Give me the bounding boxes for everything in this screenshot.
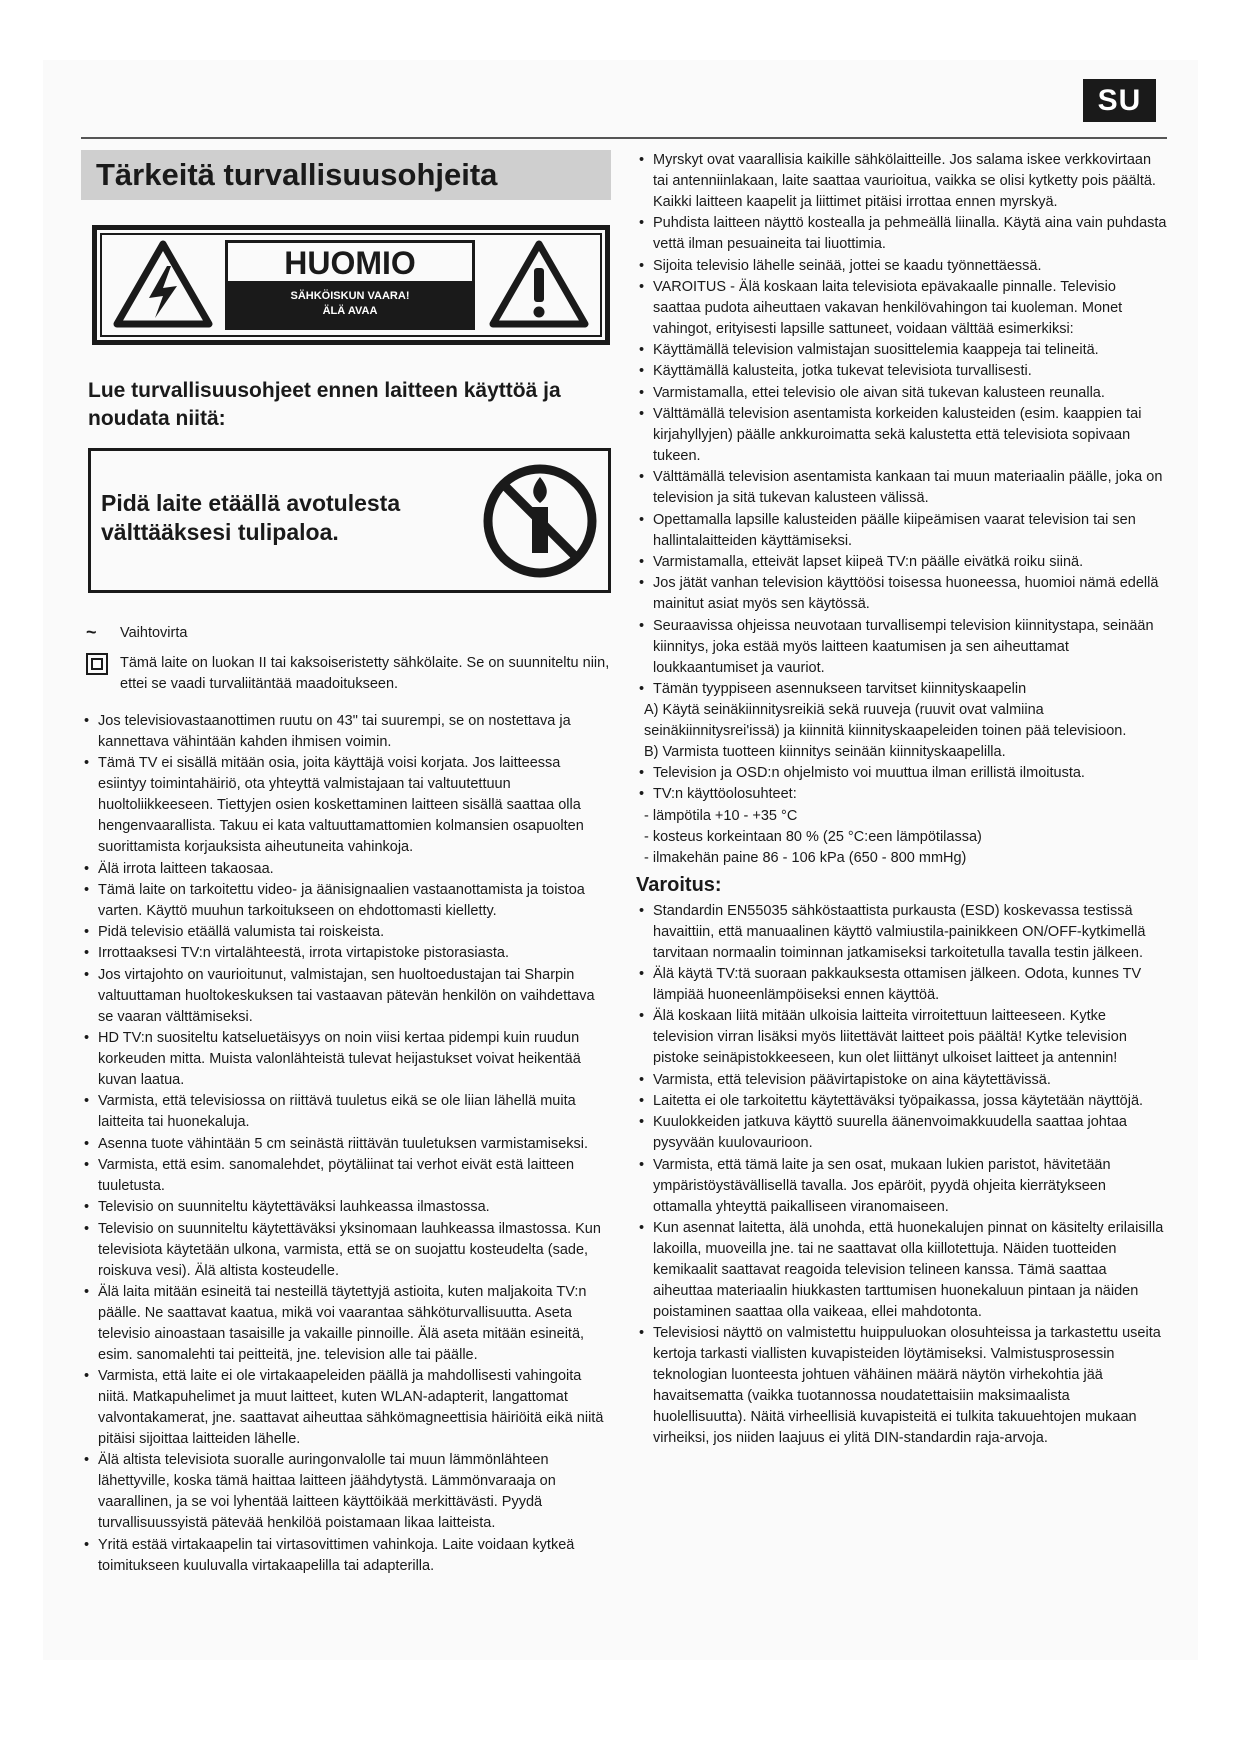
exclamation-warning-icon	[489, 240, 589, 328]
class2-text: Tämä laite on luokan II tai kaksoiseristetty sähkölaite. Se on suunniteltu niin, ettei se vaadi turvaliitäntää maadoitukseen.	[120, 655, 610, 692]
list-item: • VAROITUS - Älä koskaan laita televisiota epävakaalle pinnalle. Televisio saattaa pudota aiheuttaen vakavan henkilövahingon tai kuoleman. Monet vahingot, erityisesti lapsille sattuneet, voidaan välttää esimerkiksi:	[636, 277, 1167, 340]
no-open-flame-icon	[482, 463, 598, 579]
list-item: • Varmistamalla, ettei televisio ole aivan sitä tukevan kalusteen reunalla.	[636, 383, 1167, 404]
list-item: • Varmistamalla, etteivät lapset kiipeä TV:n päälle eivätkä roiku siinä.	[636, 552, 1167, 573]
list-item: • Jos televisiovastaanottimen ruutu on 43" tai suurempi, se on nostettava ja kannettava vähintään kahden ihmisen voimin.	[81, 711, 611, 753]
condition-item: - lämpötila +10 - +35 °C	[644, 807, 798, 824]
list-item: • Televisio on suunniteltu käytettäväksi yksinomaan lauhkeassa ilmastossa. Kun televisiota käytetään ulkona, varmista, että se on suojattu kosteudelta (sade, roiskuva vesi). Älä altista kosteudelle.	[81, 1219, 611, 1282]
ac-symbol-row	[81, 623, 611, 644]
class2-symbol-row	[81, 653, 611, 695]
left-safety-list	[81, 711, 611, 1577]
right-safety-list-2	[636, 763, 1167, 805]
alternating-current-icon: ~	[86, 622, 97, 642]
list-item: • Televisiosi näyttö on valmistettu huippuluokan olosuhteissa ja tarkastettu useita kertoja tarkasti viallisten kuvapisteiden löytämiseksi. Valmistusprosessin teknologian luonteesta johtuen vähäinen määrä näytön virhekohtia jää havaitsematta (vaikka tuotannossa noudatettaisiin maksimaalista huolellisuutta). Näitä virheellisiä kuvapisteitä ei tulkita takuuehtojen mukaan virheiksi, jos niiden laajuus ei ylitä DIN-standardin raja-arvoja.	[636, 1323, 1167, 1449]
list-item: • Älä altista televisiota suoralle auringonvalolle tai muun lämmönlähteen lähettyville, koska tämä haittaa laitteen jäähdytystä. Lämmönvaraaja on vaarallinen, ja se voi lyhentää laitteen käyttöikää merkittävästi. Pyydä turvallisuussyistä pätevää henkilöä poistamaan likaa laitteista.	[81, 1450, 611, 1534]
list-item: • Älä koskaan liitä mitään ulkoisia laitteita virroitettuun laitteeseen. Kytke television virran lisäksi myös liitettävät laitteet pois päältä! Kytke television pistoke seinäpistokkeeseen, kun olet liittänyt ulkoiset laitteet ja antennin!	[636, 1006, 1167, 1069]
warning-line-1: SÄHKÖISKUN VAARA!	[290, 290, 410, 302]
list-item: • Varmista, että televisiossa on riittävä tuuletus eikä se ole liian lähellä muita laitteita tai huonekaluja.	[81, 1091, 611, 1133]
list-item: • Irrottaaksesi TV:n virtalähteestä, irrota virtapistoke pistorasiasta.	[81, 943, 611, 964]
mount-step: B) Varmista tuotteen kiinnitys seinään kiinnityskaapelilla.	[644, 744, 1006, 761]
list-item: • Tämä laite on tarkoitettu video- ja äänisignaalien vastaanottamista ja toistoa varten. Käyttö muuhun tarkoitukseen on ehdottomasti kielletty.	[81, 880, 611, 922]
title-banner	[81, 150, 611, 200]
left-column	[81, 150, 611, 1577]
list-item: • Varmista, että esim. sanomalehdet, pöytäliinat tai verhot eivät estä laitteen tuuletusta.	[81, 1155, 611, 1197]
shock-warning-sign	[92, 225, 610, 345]
condition-item: - ilmakehän paine 86 - 106 kPa (650 - 800 mmHg)	[644, 849, 967, 866]
list-item: • Television ja OSD:n ohjelmisto voi muuttua ilman erillistä ilmoitusta.	[636, 763, 1167, 784]
condition-item: - kosteus korkeintaan 80 % (25 °C:een lämpötilassa)	[644, 828, 982, 845]
list-item: • Varmista, että laite ei ole virtakaapeleiden päällä ja mahdollisesti vahingoita niitä. Matkapuhelimet ja muut laitteet, kuten WLAN-adapterit, langattomat valvontakamerat, jne. saattavat aiheuttaa sähkömagneettisia häiriöitä eikä niitä pitäisi sijoittaa laitteiden lähelle.	[81, 1366, 611, 1450]
list-item: • Asenna tuote vähintään 5 cm seinästä riittävän tuuletuksen varmistamiseksi.	[81, 1134, 611, 1155]
double-insulation-icon	[86, 653, 108, 675]
warning-subtext	[228, 281, 472, 327]
list-item: • Yritä estää virtakaapelin tai virtasovittimen vahinkoja. Laite voidaan kytkeä toimitukseen kuuluvalla virtakaapelilla tai adapterilla.	[81, 1535, 611, 1577]
list-item: • Tämä TV ei sisällä mitään osia, joita käyttäjä voisi korjata. Jos laitteessa esiintyy toimintahäiriö, ota yhteyttä valmistajaan tai valtuutettuun huoltoliikkeeseen. Tiettyjen osien koskettaminen laitteen sisällä saattaa olla hengenvaarallista. Takuu ei kata valtuuttamattomien kolmansien osapuolten suorittamista korjauksista aiheutuneita vahinkoja.	[81, 753, 611, 858]
list-item: • Tämän tyyppiseen asennukseen tarvitset kiinnityskaapelin	[636, 679, 1167, 700]
list-item: • Televisio on suunniteltu käytettäväksi lauhkeassa ilmastossa.	[81, 1197, 611, 1218]
list-item: • Varmista, että television päävirtapistoke on aina käytettävissä.	[636, 1070, 1167, 1091]
right-column	[636, 150, 1167, 1449]
list-item: • Laitetta ei ole tarkoitettu käytettäväksi työpaikassa, jossa käytetään näyttöjä.	[636, 1091, 1167, 1112]
list-item: • Jos virtajohto on vaurioitunut, valmistajan, sen huoltoedustajan tai Sharpin valtuuttaman huoltokeskuksen tai vastaavan pätevän henkilön on vaihdettava se vaaran välttämiseksi.	[81, 965, 611, 1028]
list-item: • Seuraavissa ohjeissa neuvotaan turvallisempi television kiinnitystapa, seinään kiinnitys, joka estää myös laitteen kaatumisen ja sen aiheuttamat loukkaantumiset ja vauriot.	[636, 616, 1167, 679]
language-badge: SU	[1083, 79, 1156, 122]
list-item: • TV:n käyttöolosuhteet:	[636, 784, 1167, 805]
ac-label: Vaihtovirta	[120, 625, 188, 641]
caution-list	[636, 901, 1167, 1449]
list-item: • Sijoita televisio lähelle seinää, jottei se kaadu työnnettäessä.	[636, 256, 1167, 277]
list-item: • Älä laita mitään esineitä tai nesteillä täytettyjä astioita, kuten maljakoita TV:n päälle. Ne saattavat kaatua, mikä voi vaarantaa sähköturvallisuutta. Aseta televisio ainoastaan tasaisille ja vakaille pinnoille. Älä aseta mitään esineitä, esim. sanomalehti tai peitteitä, jne. television alle tai päälle.	[81, 1282, 611, 1366]
list-item: • Käyttämällä television valmistajan suosittelemia kaappeja tai telineitä.	[636, 340, 1167, 361]
list-item: • Kun asennat laitetta, älä unohda, että huonekalujen pinnat on käsitelty erilaisilla lakoilla, muoveilla jne. tai ne saattavat olla kiillotettuja. Näiden tuotteiden kemikaalit saattavat reagoida television telineen kanssa. Tämä saattaa aiheuttaa materiaalin hiukkasten tarttumisen huonekaluun pintaan ja näiden poistaminen saattaa olla vaikeaa, ellei mahdotonta.	[636, 1218, 1167, 1323]
list-item: • Välttämällä television asentamista kankaan tai muun materiaalin päälle, joka on television ja sitä tukevan kalusteen välissä.	[636, 467, 1167, 509]
list-item: • Standardin EN55035 sähköstaattista purkausta (ESD) koskevassa testissä havaittiin, että manuaalinen käyttö valmiustila-painikkeen ON/OFF-kytkimellä tarvitaan normaalin toiminnan jatkamiseksi tarkoitetulla tavalla testin jälkeen.	[636, 901, 1167, 964]
list-item: • Pidä televisio etäällä valumista tai roiskeista.	[81, 922, 611, 943]
warning-line-2: ÄLÄ AVAA	[322, 305, 378, 317]
operating-conditions-list	[636, 806, 1167, 869]
page-title: Tärkeitä turvallisuusohjeita	[96, 157, 498, 192]
list-item: • Älä irrota laitteen takaosaa.	[81, 859, 611, 880]
lightning-warning-icon	[113, 240, 213, 328]
list-item: • Jos jätät vanhan television käyttöösi toisessa huoneessa, huomioi nämä edellä mainitut asiat myös sen käytössä.	[636, 573, 1167, 615]
list-item: • Älä käytä TV:tä suoraan pakkauksesta ottamisen jälkeen. Odota, kunnes TV lämpiää huoneenlämpöiseksi ennen käyttöä.	[636, 964, 1167, 1006]
warning-label-block	[225, 240, 475, 330]
list-item: • Puhdista laitteen näyttö kostealla ja pehmeällä liinalla. Käytä aina vain puhdasta vettä ilman pesuaineita tai liuottimia.	[636, 213, 1167, 255]
header-rule	[81, 137, 1167, 139]
right-safety-list	[636, 150, 1167, 700]
mount-steps-list	[636, 700, 1167, 763]
list-item: • Myrskyt ovat vaarallisia kaikille sähkölaitteille. Jos salama iskee verkkovirtaan tai antenniinlakaan, laite saattaa vaurioitua, vaikka se olisi kytketty pois päältä. Kaikki laitteen kaapelit ja liittimet pitäisi irrottaa ennen myrskyä.	[636, 150, 1167, 213]
intro-heading: Lue turvallisuusohjeet ennen laitteen käyttöä ja noudata niitä:	[88, 379, 561, 430]
list-item: • Välttämällä television asentamista korkeiden kalusteiden (esim. kaappien tai kirjahyllyjen) päälle ankkuroimatta sekä kalustetta että televisiota sopivaan tukeen.	[636, 404, 1167, 467]
list-item: • Kuulokkeiden jatkuva käyttö suurella äänenvoimakkuudella saattaa johtaa pysyvään kuulovaurioon.	[636, 1112, 1167, 1154]
fire-warning-text: Pidä laite etäällä avotulesta välttääksesi tulipaloa.	[101, 490, 401, 545]
caution-heading: Varoitus:	[636, 873, 722, 896]
list-item: • Käyttämällä kalusteita, jotka tukevat televisiota turvallisesti.	[636, 361, 1167, 382]
list-item: • HD TV:n suositeltu katseluetäisyys on noin viisi kertaa pidempi kuin ruudun korkeuden mitta. Muista valonlähteistä tulevat heijastukset voivat heikentää kuvan laatua.	[81, 1028, 611, 1091]
warning-heading: HUOMIO	[284, 245, 416, 281]
list-item: • Varmista, että tämä laite ja sen osat, mukaan lukien paristot, hävitetään ympäristöystävällisellä tavalla. Jos epäröit, pyydä ohjeita kierrätykseen ottamalla yhteyttä paikalliseen viranomaiseen.	[636, 1155, 1167, 1218]
list-item: • Opettamalla lapsille kalusteiden päälle kiipeämisen vaarat television tai sen hallintalaitteiden käyttämiseksi.	[636, 510, 1167, 552]
fire-warning-box	[88, 448, 611, 593]
mount-step: A) Käytä seinäkiinnitysreikiä sekä ruuveja (ruuvit ovat valmiina seinäkiinnitysrei'issä) ja kiinnitä kiinnityskaapeleiden toinen pää televisioon.	[644, 702, 1127, 740]
